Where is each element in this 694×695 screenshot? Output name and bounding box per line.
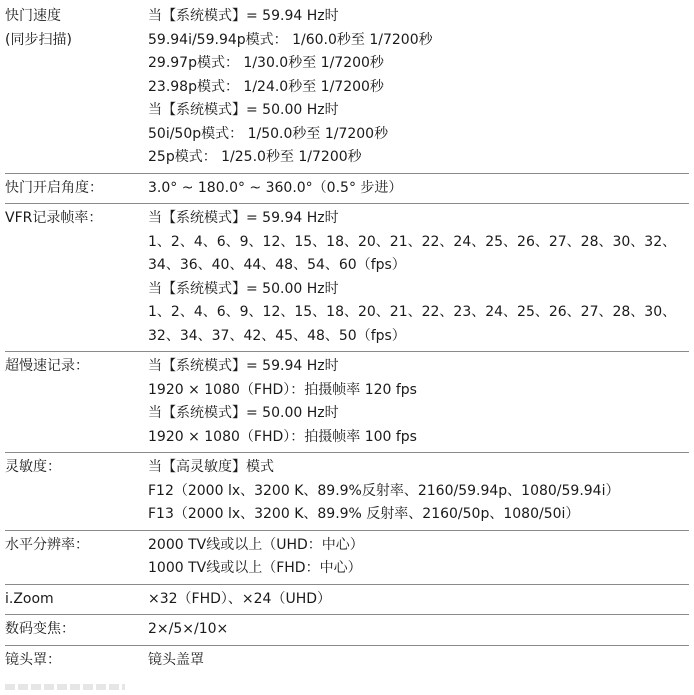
spec-label-line: (同步扫描) — [5, 31, 72, 48]
spec-value — [148, 534, 689, 581]
spec-value-line: F12（2000 lx、3200 K、89.9%反射率、2160/59.94p、1080/59.94i） — [148, 482, 620, 499]
spec-label — [5, 618, 148, 642]
spec-value — [148, 177, 689, 201]
spec-label — [5, 207, 148, 348]
spec-value-line: 50i/50p模式： 1/50.0秒至 1/7200秒 — [148, 125, 389, 142]
spec-label — [5, 534, 148, 581]
spec-row-shutter-angle — [5, 174, 689, 205]
spec-label — [5, 5, 148, 170]
spec-value-line: 3.0° ~ 180.0° ~ 360.0°（0.5° 步进） — [148, 179, 403, 196]
spec-label — [5, 588, 148, 612]
spec-label-line: i.Zoom — [5, 590, 54, 607]
spec-value-line: 23.98p模式： 1/24.0秒至 1/7200秒 — [148, 78, 384, 95]
spec-row-super-slow-recording — [5, 352, 689, 453]
spec-value-line: 2000 TV线或以上（UHD：中心） — [148, 536, 364, 553]
spec-value-line: 当【系统模式】= 50.00 Hz时 — [148, 102, 339, 118]
spec-value-line: 当【系统模式】= 59.94 Hz时 — [148, 358, 339, 374]
spec-row-izoom — [5, 585, 689, 616]
spec-value-line: 镜头盖罩 — [148, 651, 204, 668]
spec-value-line: 当【系统模式】= 50.00 Hz时 — [148, 405, 339, 421]
spec-row-shutter-speed — [5, 2, 689, 174]
spec-value-line: 32、34、37、42、45、48、50（fps） — [148, 327, 406, 344]
spec-value-line: 当【系统模式】= 59.94 Hz时 — [148, 8, 339, 24]
spec-value-line: 2×/5×/10× — [148, 621, 229, 637]
faded-footer-text — [5, 684, 125, 690]
spec-row-horizontal-resolution — [5, 531, 689, 585]
spec-row-digital-zoom — [5, 615, 689, 646]
spec-value — [148, 618, 689, 642]
spec-value-line: 当【系统模式】= 50.00 Hz时 — [148, 280, 339, 297]
spec-value-line: 29.97p模式： 1/30.0秒至 1/7200秒 — [148, 55, 384, 71]
spec-label — [5, 355, 148, 449]
spec-value-line: 25p模式： 1/25.0秒至 1/7200秒 — [148, 149, 362, 165]
spec-label-line: 超慢速记录： — [5, 358, 89, 374]
spec-value — [148, 5, 689, 170]
spec-value-line: F13（2000 lx、3200 K、89.9% 反射率、2160/50p、1080/50i） — [148, 506, 580, 522]
spec-value-line: 1、2、4、6、9、12、15、18、20、21、22、24、25、26、27、28、30、32、 — [148, 233, 677, 250]
spec-label — [5, 177, 148, 201]
spec-value-line: 34、36、40、44、48、54、60（fps） — [148, 257, 406, 273]
spec-value — [148, 649, 689, 673]
spec-label-line: VFR记录帧率： — [5, 210, 103, 226]
spec-row-lens-hood — [5, 646, 689, 676]
spec-label-line: 数码变焦： — [5, 621, 75, 637]
spec-label — [5, 649, 148, 673]
spec-label-line: 水平分辨率： — [5, 536, 89, 553]
spec-value-line: 1920 × 1080（FHD）：拍摄帧率 120 fps — [148, 381, 417, 398]
spec-value-line: 当【系统模式】= 59.94 Hz时 — [148, 210, 339, 226]
spec-value-line: 1920 × 1080（FHD）：拍摄帧率 100 fps — [148, 428, 417, 445]
spec-row-sensitivity — [5, 453, 689, 531]
spec-label-line: 快门开启角度： — [5, 179, 103, 196]
spec-value — [148, 355, 689, 449]
spec-value — [148, 456, 689, 527]
spec-value — [148, 207, 689, 348]
spec-value-line: 当【高灵敏度】模式 — [148, 459, 274, 475]
spec-label-line: 灵敏度： — [5, 459, 61, 475]
spec-value-line: 1、2、4、6、9、12、15、18、20、21、22、23、24、25、26、27、28、30、 — [148, 304, 677, 320]
spec-row-vfr-frame-rate — [5, 204, 689, 352]
spec-value-line: ×32（FHD）、×24（UHD） — [148, 590, 332, 607]
spec-value-line: 59.94i/59.94p模式： 1/60.0秒至 1/7200秒 — [148, 31, 433, 48]
spec-label-line: 镜头罩： — [5, 651, 61, 668]
spec-table — [5, 2, 689, 675]
spec-label — [5, 456, 148, 527]
spec-value — [148, 588, 689, 612]
spec-label-line: 快门速度 — [5, 8, 61, 24]
spec-value-line: 1000 TV线或以上（FHD：中心） — [148, 560, 362, 576]
